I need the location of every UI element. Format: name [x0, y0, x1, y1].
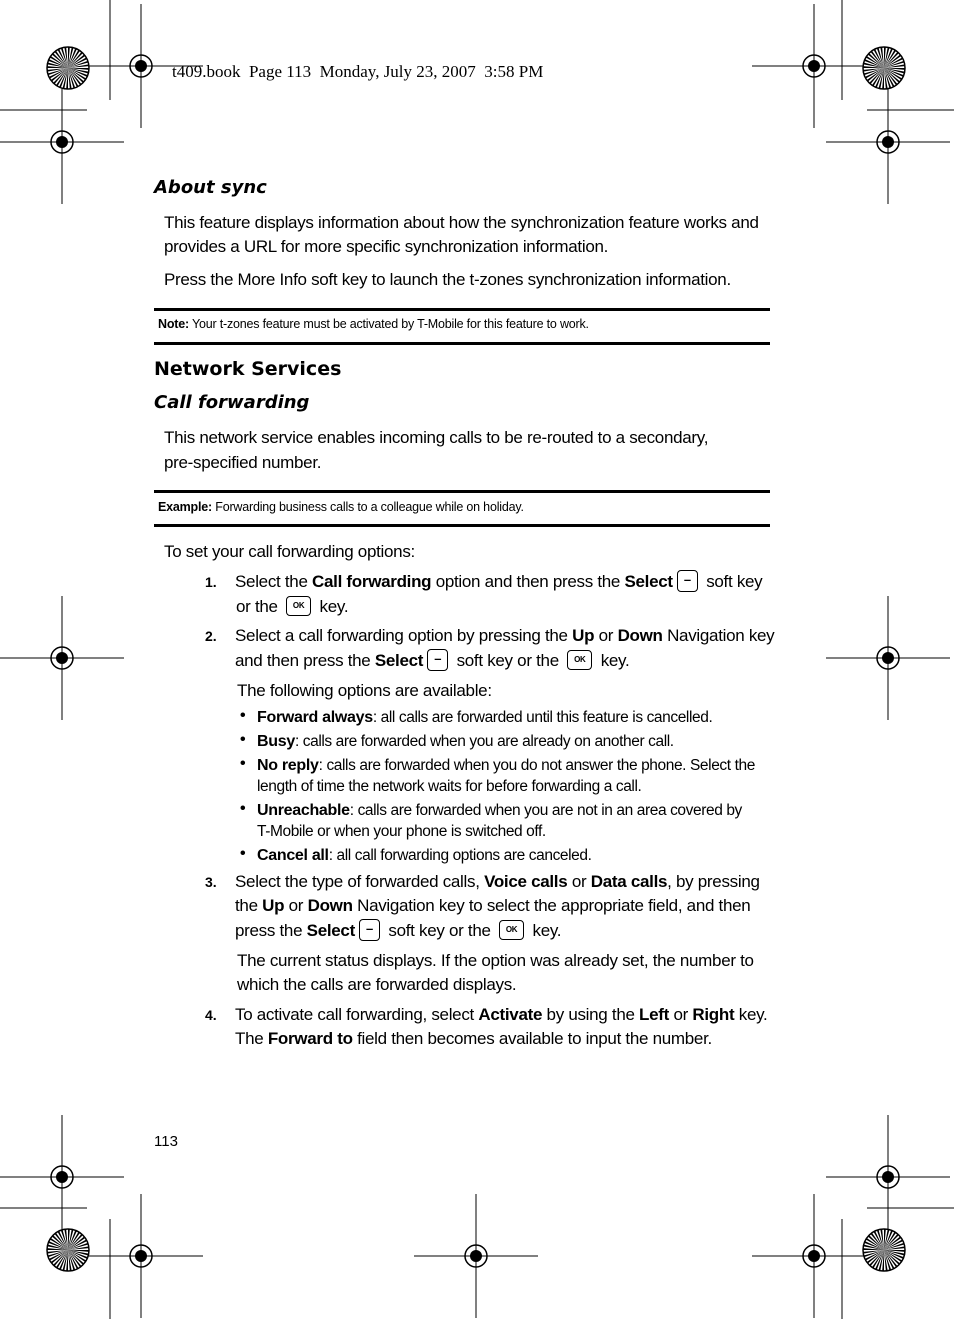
- step-2-select: Select: [374, 651, 424, 670]
- step-4-activate: Activate: [478, 1005, 543, 1024]
- step-3-text-f: the: [235, 896, 263, 915]
- registration-dot: [808, 1250, 820, 1262]
- bullet-dot: •: [240, 845, 246, 862]
- step-1-number: 1.: [205, 574, 217, 590]
- registration-dot: [56, 652, 68, 664]
- example-rule-bottom: [154, 524, 770, 527]
- unreachable-term: Unreachable: [257, 802, 350, 819]
- ok-key-icon: OK: [286, 596, 311, 616]
- step-3-down: Down: [307, 896, 353, 915]
- no-reply-line-1: [257, 755, 755, 776]
- step-1-call-forwarding: Call forwarding: [312, 572, 432, 591]
- note-body: Your t-zones feature must be activated by T-Mobile for this feature to work.: [188, 317, 589, 331]
- call-forwarding-heading: Call forwarding: [154, 392, 310, 413]
- step-3-text-j: Navigation key to select the appropriate field, and then: [352, 896, 751, 915]
- step-3-line-1: [235, 870, 760, 894]
- step-2-up: Up: [572, 626, 595, 645]
- unreachable-line-1: [257, 800, 742, 821]
- step-2-line-2: [235, 649, 629, 673]
- example-text: [158, 500, 524, 514]
- page-number: 113: [154, 1133, 178, 1150]
- bullet-no-reply: [257, 755, 755, 797]
- about-sync-paragraph-1: [164, 211, 759, 259]
- step-1-select: Select: [624, 572, 673, 591]
- ok-key-icon: OK: [567, 650, 592, 670]
- busy-text: : calls are forwarded when you are already on another call.: [294, 733, 674, 750]
- about-sync-p1-line-1: This feature displays information about how the synchronization feature works and: [164, 213, 759, 232]
- bullet-dot: •: [240, 731, 246, 748]
- note-rule-top: [154, 308, 770, 311]
- step-4-left: Left: [639, 1005, 670, 1024]
- step-3-text-n: key.: [528, 921, 562, 940]
- note-text: [158, 317, 589, 331]
- network-services-heading: Network Services: [154, 358, 342, 380]
- example-body: Forwarding business calls to a colleague while on holiday.: [211, 500, 524, 514]
- options-intro: The following options are available:: [237, 681, 492, 700]
- intro-text: To set your call forwarding options:: [164, 542, 415, 561]
- book-header: t409.book Page 113 Monday, July 23, 2007 3:58 PM: [172, 62, 544, 81]
- busy-term: Busy: [257, 733, 295, 750]
- step-4-line-1: [235, 1003, 767, 1027]
- step-3-text-k: press the: [235, 921, 307, 940]
- registration-dot: [56, 1171, 68, 1183]
- bullet-cancel-all: [257, 845, 592, 866]
- step-1-text-f: or the: [236, 597, 283, 616]
- registration-dot: [882, 1171, 894, 1183]
- step-1-line-1: [235, 570, 762, 594]
- step-3-text-m: soft key or the: [383, 921, 496, 940]
- ok-key-icon: OK: [499, 920, 524, 940]
- bullet-unreachable: [257, 800, 742, 842]
- step-4-right: Right: [692, 1005, 735, 1024]
- about-sync-heading: About sync: [154, 177, 267, 198]
- about-sync-p1-line-2: provides a URL for more specific synchronization information.: [164, 237, 609, 256]
- cancel-all-text: : all call forwarding options are canceled.: [328, 847, 592, 864]
- step-3-text-a: Select the type of forwarded calls,: [235, 872, 485, 891]
- step-3-text-c: or: [567, 872, 591, 891]
- step-3-up: Up: [262, 896, 285, 915]
- step-2-number: 2.: [205, 628, 217, 644]
- step-3-data-calls: Data calls: [590, 872, 668, 891]
- step-4-text-a: To activate call forwarding, select: [235, 1005, 479, 1024]
- step-2-line-1: [235, 624, 774, 648]
- step-3-status-line-2: which the calls are forwarded displays.: [237, 975, 517, 994]
- no-reply-text: : calls are forwarded when you do not answer the phone. Select the: [318, 757, 755, 774]
- registration-dot: [135, 1250, 147, 1262]
- call-forwarding-paragraph: [164, 425, 708, 475]
- call-forwarding-line-1: This network service enables incoming calls to be re-routed to a secondary,: [164, 428, 709, 447]
- registration-dot: [882, 652, 894, 664]
- no-reply-line-2: length of time the network waits for before forwarding a call.: [257, 778, 642, 795]
- registration-dot: [882, 136, 894, 148]
- step-1-text-g: key.: [315, 597, 349, 616]
- no-reply-term: No reply: [257, 757, 319, 774]
- step-2-text-c: or: [594, 626, 618, 645]
- about-sync-paragraph-2: Press the More Info soft key to launch the t-zones synchronization information.: [164, 270, 731, 289]
- step-1-line-2: [236, 595, 348, 619]
- step-3-status-line-1: The current status displays. If the option was already set, the number to: [237, 951, 754, 970]
- example-label: Example:: [158, 500, 212, 514]
- note-rule-bottom: [154, 342, 770, 345]
- step-3-line-2: [235, 894, 750, 918]
- soft-key-icon: –: [427, 649, 448, 671]
- registration-dot: [808, 60, 820, 72]
- unreachable-line-2: T-Mobile or when your phone is switched off.: [257, 823, 546, 840]
- unreachable-text: : calls are forwarded when you are not in an area covered by: [349, 802, 742, 819]
- step-1-text-c: option and then press the: [431, 572, 625, 591]
- example-rule-top: [154, 490, 770, 493]
- step-3-line-3: [235, 919, 561, 943]
- step-2-down: Down: [617, 626, 663, 645]
- step-4-text-e: or: [669, 1005, 693, 1024]
- step-2-text-i: key.: [596, 651, 630, 670]
- step-3-number: 3.: [205, 874, 217, 890]
- step-2-text-f: and then press the: [235, 651, 375, 670]
- step-4-text-j: field then becomes available to input the number.: [352, 1029, 712, 1048]
- step-3-text-h: or: [284, 896, 308, 915]
- step-4-forward-to: Forward to: [267, 1029, 353, 1048]
- step-2-text-a: Select a call forwarding option by pressing the: [235, 626, 573, 645]
- bullet-forward-always: [257, 707, 712, 728]
- step-3-voice-calls: Voice calls: [484, 872, 568, 891]
- cancel-all-term: Cancel all: [257, 847, 329, 864]
- bullet-dot: •: [240, 800, 246, 817]
- note-label: Note:: [158, 317, 189, 331]
- step-1-text-a: Select the: [235, 572, 313, 591]
- step-3-text-e: , by pressing: [667, 872, 760, 891]
- registration-dot: [470, 1250, 482, 1262]
- soft-key-icon: –: [359, 919, 380, 941]
- step-4-text-g: key.: [734, 1005, 768, 1024]
- step-4-number: 4.: [205, 1007, 217, 1023]
- bullet-busy: [257, 731, 674, 752]
- forward-always-term: Forward always: [257, 709, 373, 726]
- step-3-select: Select: [306, 921, 355, 940]
- forward-always-text: : all calls are forwarded until this feature is cancelled.: [372, 709, 713, 726]
- step-2-text-h: soft key or the: [452, 651, 564, 670]
- step-4-text-h: The: [235, 1029, 268, 1048]
- step-3-status: [237, 949, 754, 997]
- registration-dot: [56, 136, 68, 148]
- soft-key-icon: –: [677, 570, 698, 592]
- step-4-line-2: [235, 1027, 712, 1051]
- step-1-text-e: soft key: [701, 572, 763, 591]
- step-2-text-e: Navigation key: [662, 626, 775, 645]
- registration-dot: [135, 60, 147, 72]
- call-forwarding-line-2: pre-specified number.: [164, 453, 322, 472]
- step-4-text-c: by using the: [542, 1005, 640, 1024]
- bullet-dot: •: [240, 755, 246, 772]
- bullet-dot: •: [240, 707, 246, 724]
